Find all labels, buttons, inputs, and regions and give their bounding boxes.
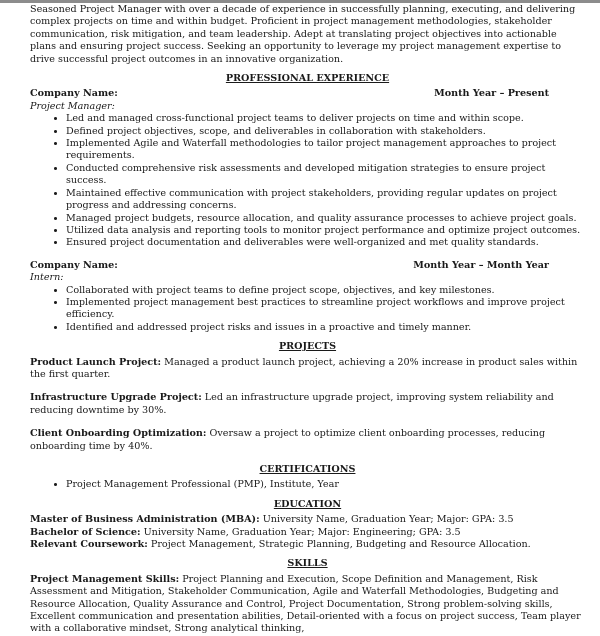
job-entry	[30, 88, 585, 249]
bullet-item: • Ensured project documentation and deliverables were well-organized and met quality standards.	[66, 237, 585, 249]
certification-list	[30, 479, 585, 491]
coursework-details: Project Management, Strategic Planning, Budgeting and Resource Allocation.	[147, 539, 531, 551]
education-mba	[30, 514, 585, 526]
experience-heading: PROFESSIONAL EXPERIENCE	[225, 73, 390, 85]
certification-item: • Project Management Professional (PMP), Institute, Year	[66, 479, 585, 491]
degree-details: University Name, Graduation Year; Major: Engineering; GPA: 3.5	[140, 526, 461, 538]
skills-paragraph	[30, 574, 585, 636]
project-description: Oversaw a project to optimize client onboarding processes, reducing onboarding time by 40%.	[30, 428, 546, 452]
bullet-item: • Identified and addressed project risks and issues in a proactive and timely manner.	[66, 322, 585, 334]
company-name: Company Name:	[30, 88, 118, 100]
bullet-item: • Defined project objectives, scope, and deliverables in collaboration with stakeholders.	[66, 126, 585, 138]
project-name: Client Onboarding Optimization:	[30, 428, 207, 440]
job-role: Intern:	[30, 272, 64, 284]
degree-details: University Name, Graduation Year; Major: GPA: 3.5	[259, 514, 514, 526]
skills-heading: SKILLS	[287, 558, 328, 570]
project-entry	[30, 428, 585, 453]
project-description: Led an infrastructure upgrade project, improving system reliability and reducing downtime by 30%.	[30, 392, 554, 416]
top-divider	[0, 0, 600, 3]
resume-content	[30, 4, 585, 636]
degree-label: Bachelor of Science:	[30, 526, 141, 538]
project-name: Product Launch Project:	[30, 356, 162, 368]
education-coursework	[30, 539, 585, 551]
project-entry	[30, 392, 585, 417]
job-bullets	[30, 113, 585, 249]
education-heading: EDUCATION	[273, 498, 342, 510]
bullet-item: • Implemented Agile and Waterfall methodologies to tailor project management approaches to project requirements.	[66, 138, 585, 163]
job-header	[30, 260, 549, 272]
project-entry	[30, 357, 585, 382]
education-bs	[30, 527, 585, 539]
degree-label: Master of Business Administration (MBA):	[30, 514, 260, 526]
bullet-item: • Implemented project management best practices to streamline project workflows and improve project efficiency.	[66, 297, 585, 322]
project-description: Managed a product launch project, achieving a 20% increase in product sales within the first quarter.	[30, 356, 578, 380]
bullet-item: • Managed project budgets, resource allocation, and quality assurance processes to achieve project goals.	[66, 213, 585, 225]
company-name: Company Name:	[30, 259, 118, 271]
project-name: Infrastructure Upgrade Project:	[30, 392, 202, 404]
bullet-item: • Utilized data analysis and reporting tools to monitor project performance and optimize project outcomes.	[66, 225, 585, 237]
skills-list: Project Planning and Execution, Scope Definition and Management, Risk Assessment and Mitigation, Stakeholder Communication, Agile and Waterfall Methodologies, Budgeting and Resource Allocation, Quality Assurance and Control, Project Documentation, Strong problem-solving skills, Excellent communication and presentation abilities, Detail-oriented with a focus on project success, Team player with a collaborative mindset, Strong analytical thinking,	[30, 573, 581, 635]
projects-heading: PROJECTS	[278, 341, 337, 353]
job-role: Project Manager:	[30, 100, 115, 112]
bullet-item: • Led and managed cross-functional project teams to deliver projects on time and within scope.	[66, 113, 585, 125]
job-dates: Month Year – Present	[434, 88, 549, 100]
bullet-item: • Maintained effective communication with project stakeholders, providing regular updates on project progress and addressing concerns.	[66, 188, 585, 213]
certifications-heading: CERTIFICATIONS	[259, 464, 356, 475]
bullet-item: • Conducted comprehensive risk assessments and developed mitigation strategies to ensure project success.	[66, 163, 585, 188]
summary-paragraph: Seasoned Project Manager with over a decade of experience in successfully planning, executing, and delivering complex projects on time and within budget. Proficient in project management methodologies, stakeholder communication, risk mitigation, and team leadership. Adept at translating project objectives into actionable plans and ensuring project success. Seeking an opportunity to leverage my project management expertise to drive successful project outcomes in an innovative organization.	[30, 4, 576, 65]
job-bullets	[30, 285, 585, 335]
job-entry	[30, 260, 585, 334]
skills-label: Project Management Skills:	[30, 573, 180, 585]
bullet-item: • Collaborated with project teams to define project scope, objectives, and key milestones.	[66, 285, 585, 297]
coursework-label: Relevant Coursework:	[30, 539, 148, 551]
job-dates: Month Year – Month Year	[413, 259, 549, 271]
job-header	[30, 88, 549, 100]
